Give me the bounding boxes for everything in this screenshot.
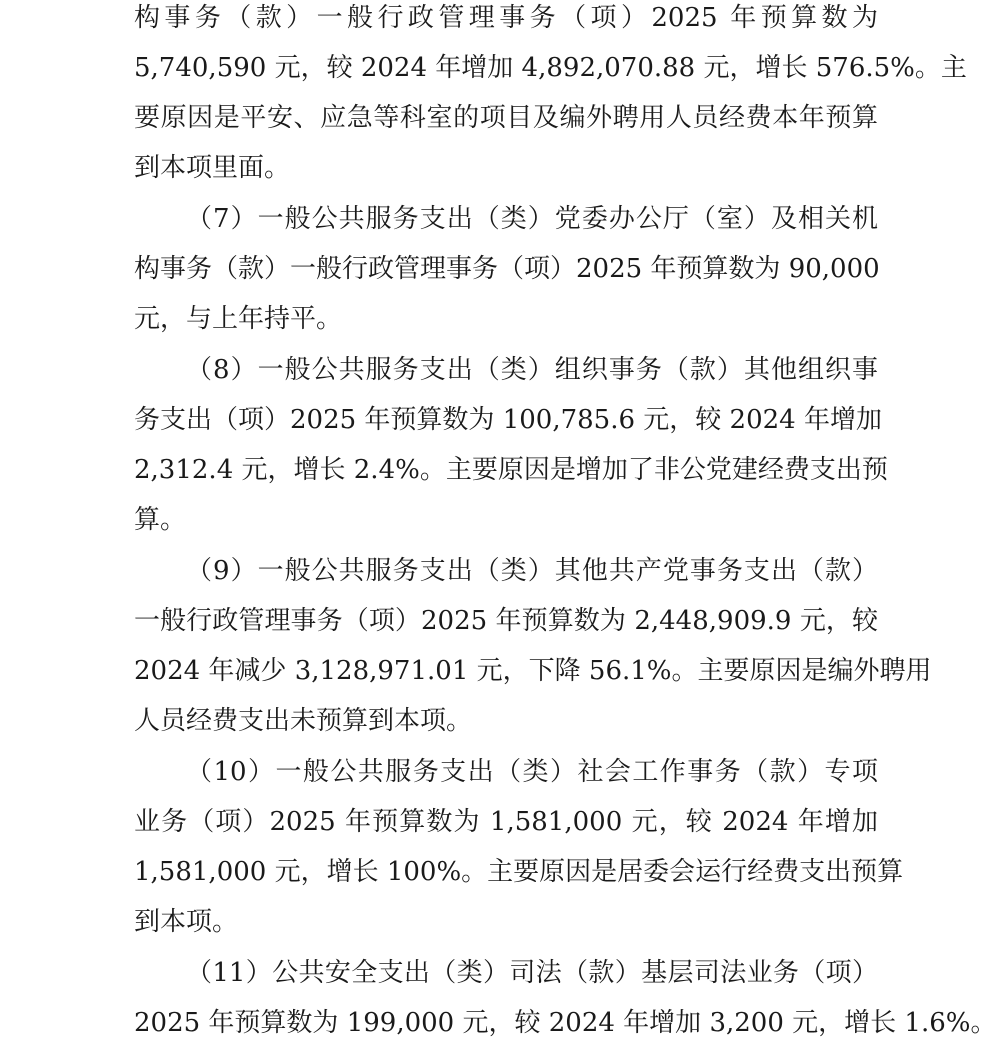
text-line: 务支出（项）2025 年预算数为 100,785.6 元，较 2024 年增加 [134, 405, 882, 435]
paragraph-heading-9: （9）一般公共服务支出（类）其他共产党事务支出（款） [186, 556, 878, 586]
text-line: 算。 [134, 505, 187, 535]
paragraph-heading-7: （7）一般公共服务支出（类）党委办公厅（室）及相关机 [186, 204, 878, 234]
text-line: 5,740,590 元，较 2024 年增加 4,892,070.88 元，增长 576.5%。主 [134, 53, 967, 83]
text-line: 业务（项）2025 年预算数为 1,581,000 元，较 2024 年增加 [134, 807, 878, 837]
paragraph-heading-10: （10）一般公共服务支出（类）社会工作事务（款）专项 [186, 757, 878, 787]
text-line: 构事务（款）一般行政管理事务（项）2025 年预算数为 90,000 [134, 254, 880, 284]
text-line: 2025 年预算数为 199,000 元，较 2024 年增加 3,200 元，增长 1.6%。 [134, 1008, 997, 1038]
text-line: 元，与上年持平。 [134, 304, 343, 334]
text-line: 到本项里面。 [134, 153, 291, 183]
text-line: 一般行政管理事务（项）2025 年预算数为 2,448,909.9 元，较 [134, 606, 878, 636]
paragraph-heading-8: （8）一般公共服务支出（类）组织事务（款）其他组织事 [186, 355, 878, 385]
text-line: 2024 年减少 3,128,971.01 元，下降 56.1%。主要原因是编外聘用 [134, 656, 932, 686]
text-line: 1,581,000 元，增长 100%。主要原因是居委会运行经费支出预算 [134, 857, 904, 887]
paragraph-heading-11: （11）公共安全支出（类）司法（款）基层司法业务（项） [186, 958, 878, 988]
text-line: 2,312.4 元，增长 2.4%。主要原因是增加了非公党建经费支出预 [134, 455, 888, 485]
text-line: 到本项。 [134, 907, 239, 937]
text-line: 人员经费支出未预算到本项。 [134, 706, 473, 736]
text-line: 构事务（款）一般行政管理事务（项）2025 年预算数为 [134, 3, 878, 33]
text-line: 要原因是平安、应急等科室的项目及编外聘用人员经费本年预算 [134, 103, 878, 133]
